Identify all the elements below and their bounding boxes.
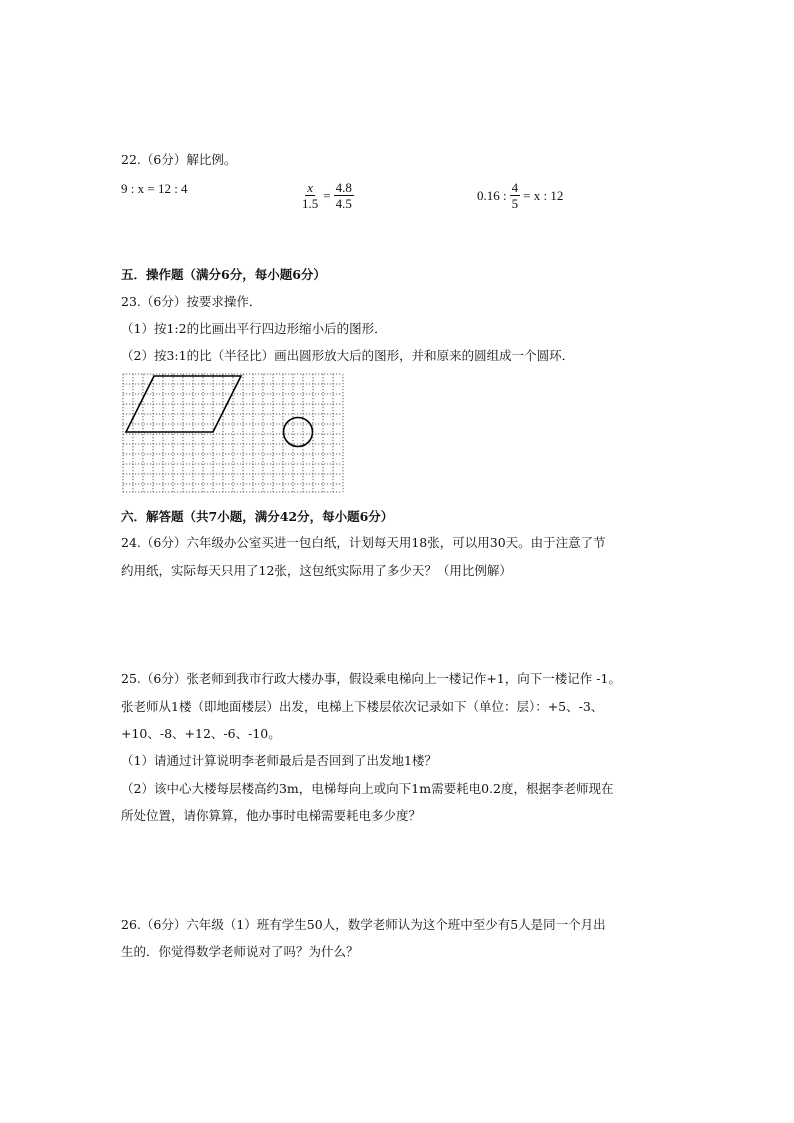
q25-sub1: （1）请通过计算说明李老师最后是否回到了出发地1楼？ — [121, 753, 437, 768]
numerator: 4 — [511, 180, 519, 195]
q22-equation-3 — [477, 180, 563, 211]
denominator: 4.5 — [335, 196, 352, 211]
q23-sub2: （2）按3:1的比（半径比）画出圆形放大后的图形，并和原来的圆组成一个圆环． — [121, 348, 575, 363]
q22-equation-2 — [300, 180, 354, 211]
equation-right: = x : 12 — [523, 187, 564, 203]
denominator: 1.5 — [302, 196, 319, 211]
fraction — [510, 180, 521, 211]
q25-sub2-line-2: 所处位置，请你算算，他办事时电梯需要耗电多少度？ — [121, 808, 422, 823]
denominator: 5 — [511, 196, 519, 211]
equals-sign: = — [323, 187, 331, 203]
q25-line-2: 张老师从1楼（即地面楼层）出发，电梯上下楼层依次记录如下（单位：层）：+5、-3、 — [121, 699, 604, 714]
equation-left: 0.16 : — [477, 187, 507, 203]
q26-line-2: 生的．你觉得数学老师说对了吗？为什么？ — [121, 944, 359, 959]
section-6-heading: 六．解答题（共7小题，满分42分，每小题6分） — [121, 509, 394, 524]
q23-sub1: （1）按1:2的比画出平行四边形缩小后的图形． — [121, 321, 387, 336]
section-5-heading: 五．操作题（满分6分，每小题6分） — [121, 267, 326, 282]
q25-sub2-line-1: （2）该中心大楼每层楼高约3m，电梯每向上或向下1m需要耗电0.2度，根据李老师现在 — [121, 781, 614, 796]
q24-line-2: 约用纸，实际每天只用了12张，这包纸实际用了多少天？（用比例解） — [121, 563, 512, 578]
q22-title: 22.（6分）解比例。 — [121, 152, 237, 167]
q24-line-1: 24.（6分）六年级办公室买进一包白纸，计划每天用18张，可以用30天。由于注意了节 — [121, 535, 606, 550]
numerator: x — [307, 180, 314, 195]
fraction-right — [334, 180, 354, 211]
fraction-left — [300, 180, 320, 211]
numerator: 4.8 — [335, 180, 352, 195]
q26-line-1: 26.（6分）六年级（1）班有学生50人，数学老师认为这个班中至少有5人是同一个月出 — [121, 917, 606, 932]
q25-line-3: +10、-8、+12、-6、-10。 — [121, 726, 281, 741]
q22-equation-1: 9 : x = 12 : 4 — [121, 181, 188, 196]
q23-title: 23.（6分）按要求操作． — [121, 294, 262, 309]
q25-line-1: 25.（6分）张老师到我市行政大楼办事，假设乘电梯向上一楼记作+1，向下一楼记作 -1。 — [121, 671, 621, 686]
circle — [284, 418, 313, 447]
dotted-grid-figure — [122, 373, 344, 493]
